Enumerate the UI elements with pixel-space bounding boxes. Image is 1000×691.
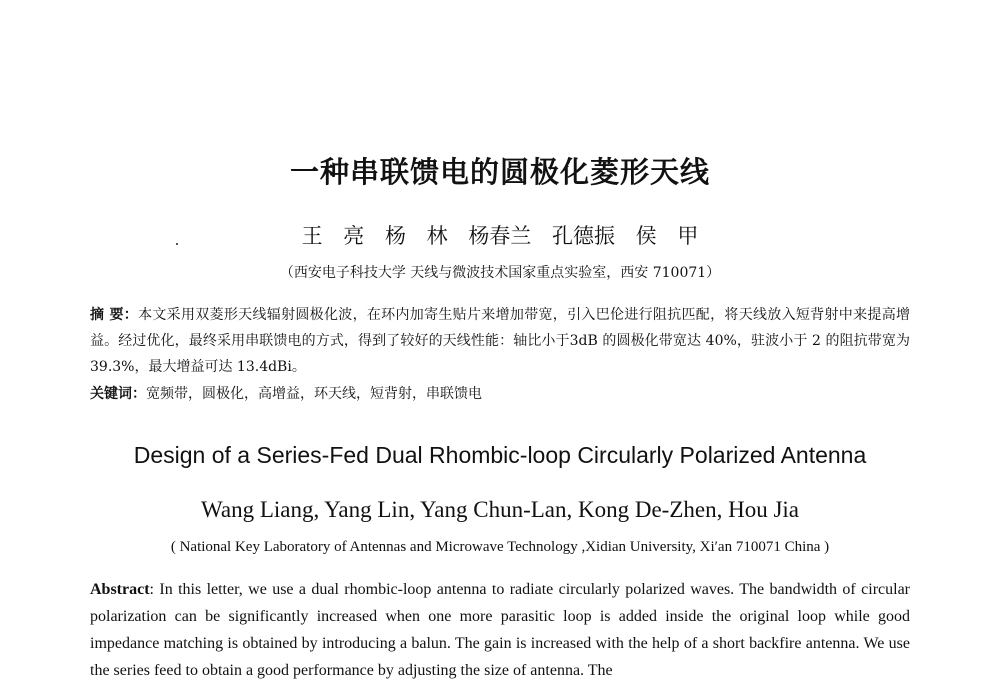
english-authors: Wang Liang, Yang Lin, Yang Chun-Lan, Kong De-Zhen, Hou Jia	[201, 497, 799, 522]
chinese-abstract-text: 本文采用双菱形天线辐射圆极化波，在环内加寄生贴片来增加带宽，引入巴伦进行阻抗匹配，将天线放入短背射中来提高增益。经过优化，最终采用串联馈电的方式，得到了较好的天线性能：轴比小于3dB 的圆极化带宽达 40%，驻波小于 2 的阻抗带宽为 39.3%，最大增益可达 13.4dBi。	[90, 307, 910, 375]
english-abstract	[90, 576, 910, 684]
english-abstract-label: Abstract	[90, 581, 150, 598]
chinese-affiliation: （西安电子科技大学 天线与微波技术国家重点实验室，西安 710071）	[279, 265, 721, 281]
english-abstract-text: : In this letter, we use a dual rhombic-loop antenna to radiate circularly polarized waves. The bandwidth of circular polarization can be significantly increased when one more parasitic loop is added inside the original loop while good impedance matching is obtained by introducing a balun. The gain is increased with the help of a short backfire antenna. We use the series feed to obtain a good performance by adjusting the size of antenna. The	[90, 581, 910, 679]
english-title: Design of a Series-Fed Dual Rhombic-loop Circularly Polarized Antenna	[133, 442, 867, 468]
chinese-keywords-label: 关键词：	[90, 386, 146, 402]
chinese-abstract-label: 摘 要：	[90, 307, 139, 323]
english-affiliation: ( National Key Laboratory of Antennas and Microwave Technology ,Xidian University, Xi′an 710071 China )	[170, 539, 830, 555]
chinese-keywords	[90, 381, 910, 407]
chinese-title: 一种串联馈电的圆极化菱形天线	[289, 155, 710, 189]
chinese-abstract	[90, 302, 910, 380]
chinese-authors: 王 亮 杨 林 杨春兰 孔德振 侯 甲	[301, 224, 699, 248]
chinese-keywords-text: 宽频带，圆极化，高增益，环天线，短背射，串联馈电	[146, 386, 482, 402]
